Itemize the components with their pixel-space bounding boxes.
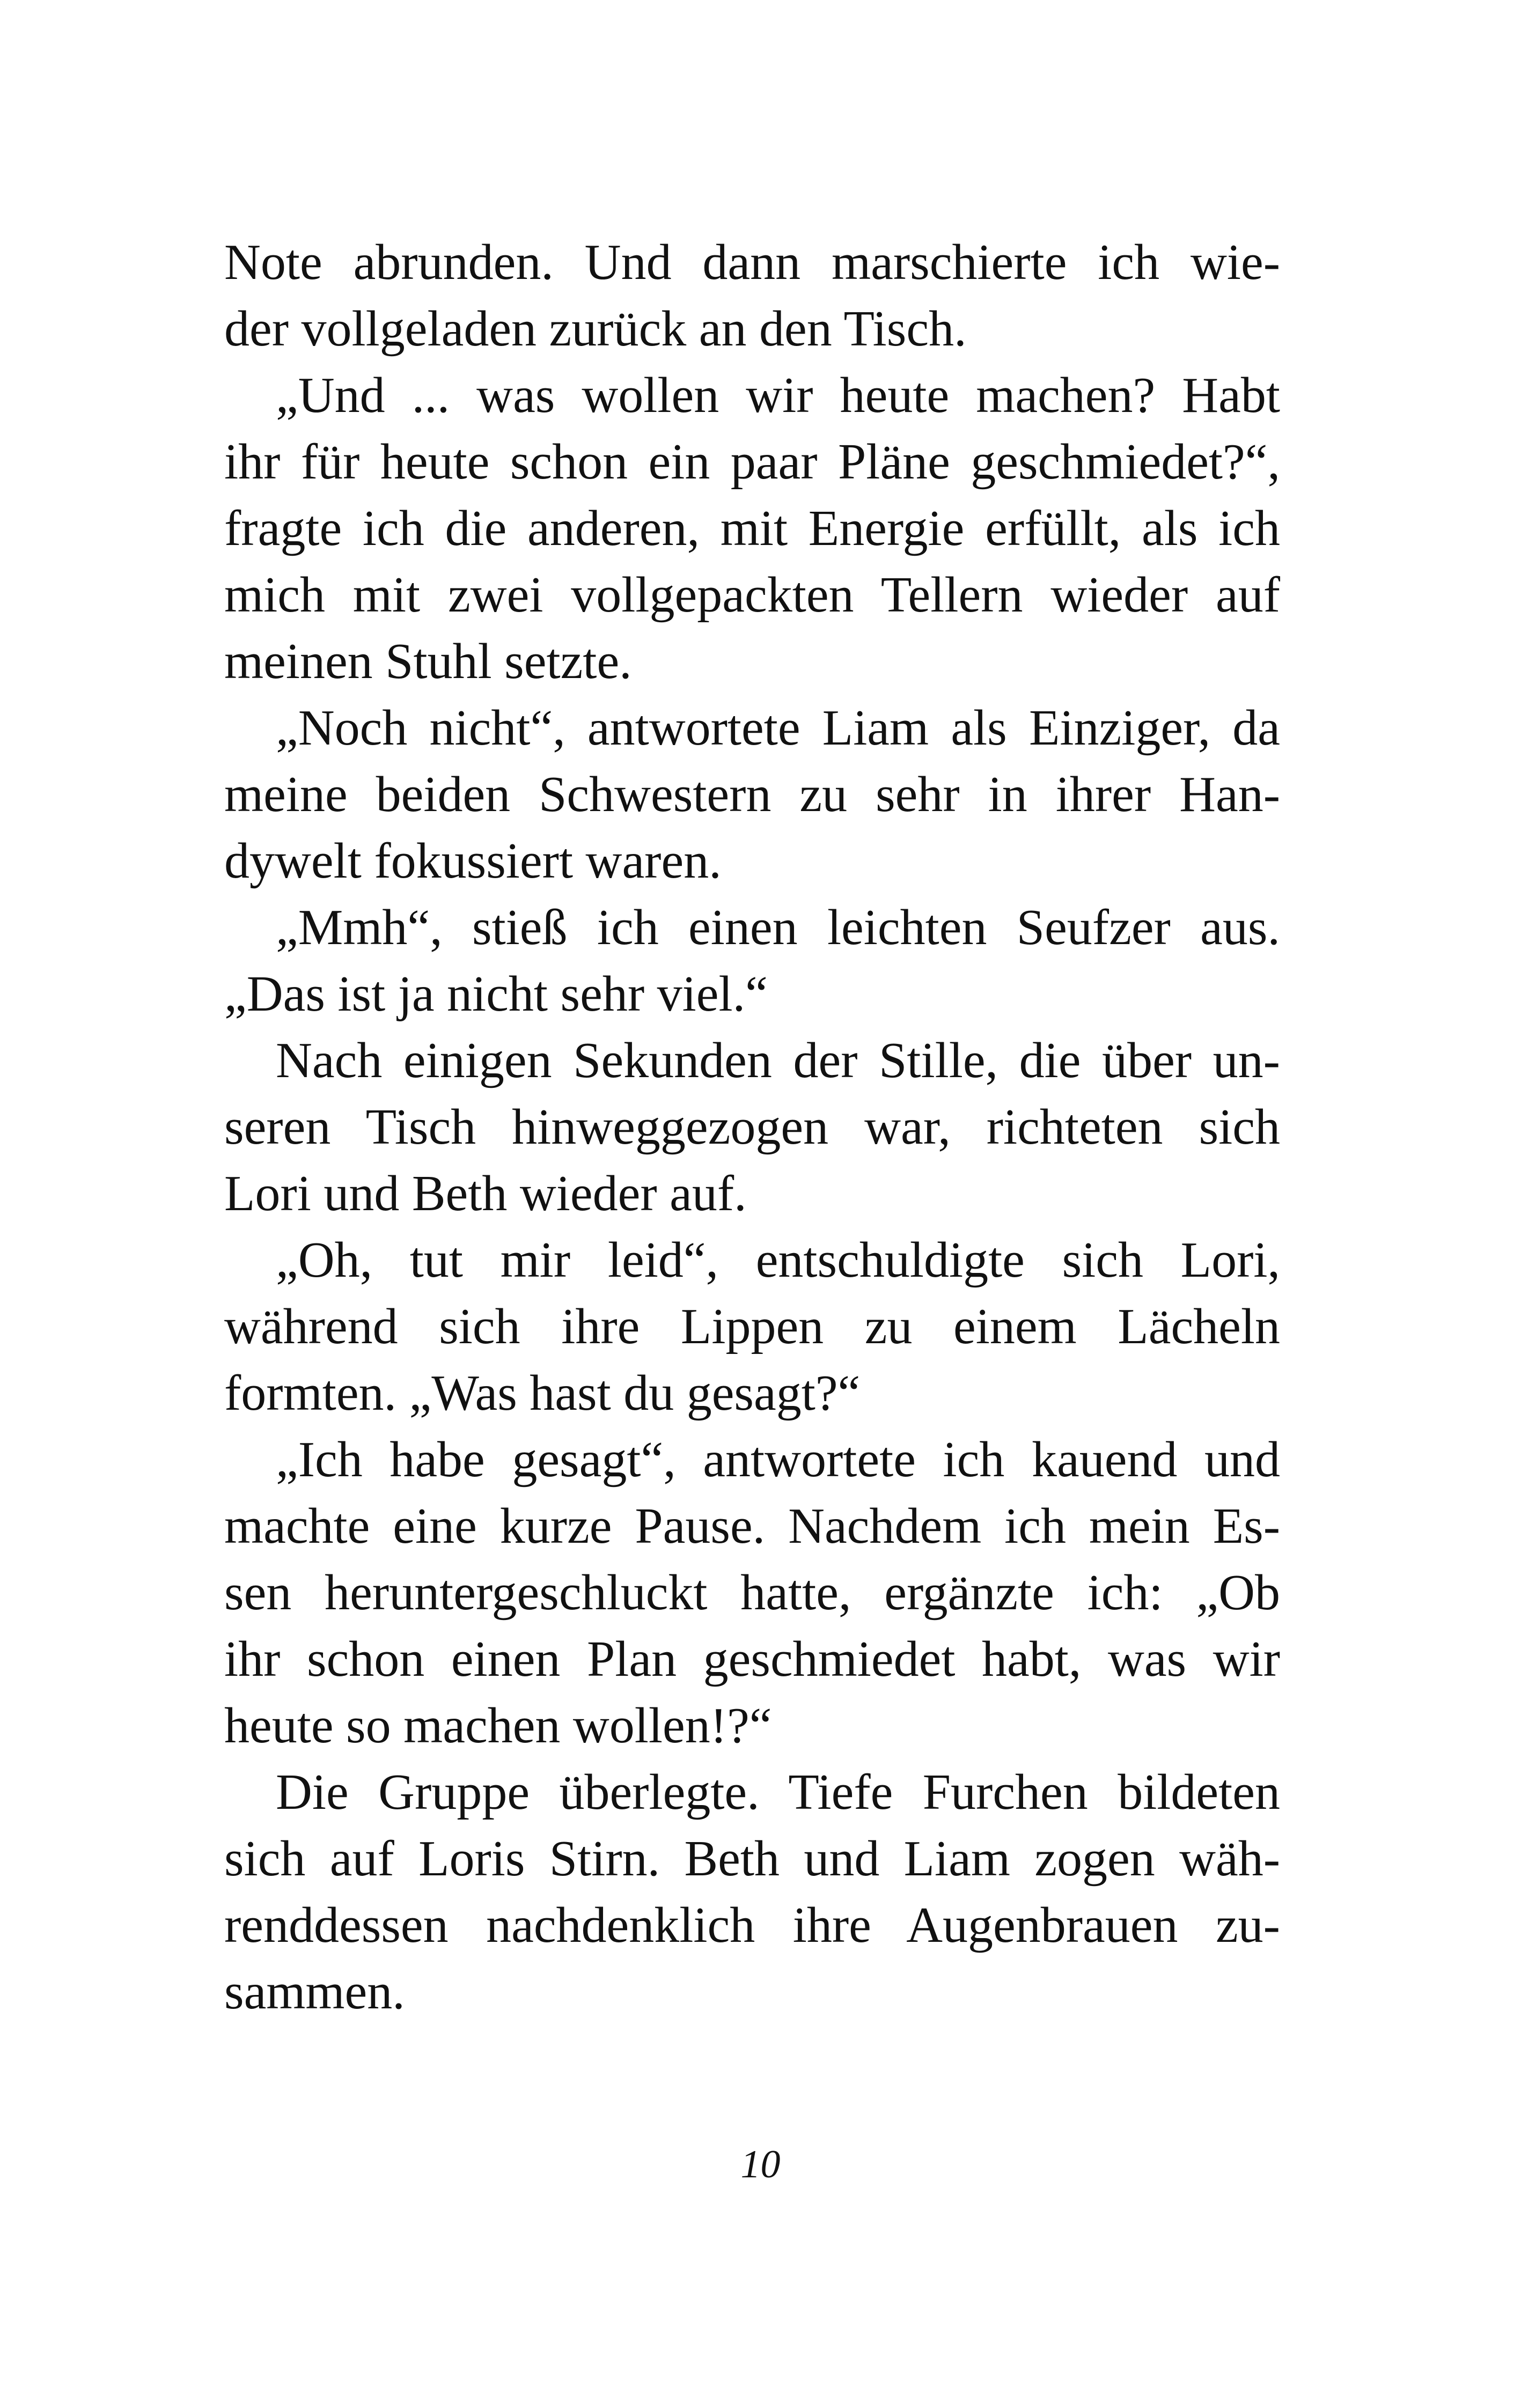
text-line: dywelt fokussiert waren.: [224, 833, 722, 889]
text-line: fragte ich die anderen, mit Energie erfüllt, als ich: [224, 500, 1280, 556]
text-line: meine beiden Schwestern zu sehr in ihrer Han-: [224, 767, 1280, 822]
text-line: ihr schon einen Plan geschmiedet habt, was wir: [224, 1631, 1280, 1687]
text-line: während sich ihre Lippen zu einem Lächeln: [224, 1299, 1280, 1354]
text-line: sammen.: [224, 1964, 405, 2020]
text-line: „Oh, tut mir leid“, entschuldigte sich Lori,: [276, 1232, 1280, 1288]
text-line: formten. „Was hast du gesagt?“: [224, 1365, 861, 1421]
text-line: renddessen nachdenklich ihre Augenbrauen zu-: [224, 1897, 1280, 1953]
text-line: sich auf Loris Stirn. Beth und Liam zogen wäh-: [224, 1831, 1280, 1887]
text-line: meinen Stuhl setzte.: [224, 634, 632, 689]
text-line: seren Tisch hinweggezogen war, richteten sich: [224, 1099, 1280, 1155]
text-line: Die Gruppe überlegte. Tiefe Furchen bildeten: [276, 1764, 1280, 1820]
text-line: Nach einigen Sekunden der Stille, die über un-: [276, 1033, 1280, 1088]
text-line: Note abrunden. Und dann marschierte ich wie-: [224, 234, 1280, 290]
text-line: „Ich habe gesagt“, antwortete ich kauend und: [276, 1432, 1280, 1487]
text-line: „Das ist ja nicht sehr viel.“: [224, 966, 768, 1022]
text-line: „Mmh“, stieß ich einen leichten Seufzer aus.: [276, 900, 1280, 955]
page-number: 10: [740, 2142, 781, 2186]
text-line: mich mit zwei vollgepackten Tellern wieder auf: [224, 567, 1280, 623]
text-line: heute so machen wollen!?“: [224, 1698, 772, 1754]
text-line: „Und ... was wollen wir heute machen? Habt: [276, 367, 1280, 423]
text-line: machte eine kurze Pause. Nachdem ich mein Es-: [224, 1498, 1280, 1554]
text-line: sen heruntergeschluckt hatte, ergänzte ich: „Ob: [224, 1565, 1280, 1621]
text-line: „Noch nicht“, antwortete Liam als Einziger, da: [276, 700, 1280, 756]
text-line: der vollgeladen zurück an den Tisch.: [224, 301, 967, 357]
text-line: ihr für heute schon ein paar Pläne geschmiedet?“,: [224, 434, 1280, 490]
text-line: Lori und Beth wieder auf.: [224, 1166, 747, 1221]
